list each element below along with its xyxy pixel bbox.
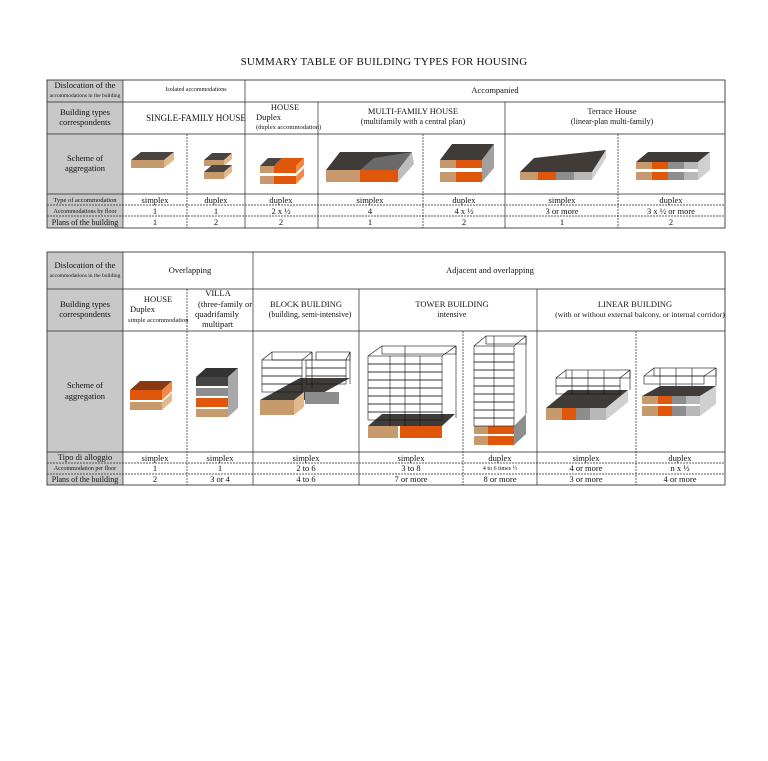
t1-single-family-label: SINGLE-FAMILY HOUSE [146, 113, 246, 123]
t1-floor-cell: 1 [152, 206, 158, 216]
t2-floor-cell: 4 or more [569, 463, 603, 473]
t1-types-label-2: correspondents [59, 117, 111, 127]
t1-scheme-terrace-duplex [636, 152, 710, 180]
t2-house-duplex: Duplex [130, 304, 156, 314]
t1-floor-cell: 3 x ½ or more [647, 206, 695, 216]
t1-type-cell: duplex [452, 195, 476, 205]
t2-types-label: Building types [60, 299, 110, 309]
t1-scheme-single-simplex [131, 152, 174, 168]
t2-house-sub: simple accommodation [128, 317, 189, 324]
t2-floor-cell: 1 [217, 463, 223, 473]
t2-plans-cell: 8 or more [483, 474, 517, 484]
t1-house-label: HOUSE [270, 102, 300, 112]
t2-floor-cell: 3 to 8 [401, 463, 421, 473]
t2-type-cell: duplex [488, 453, 512, 463]
t1-plans-cell: 1 [152, 217, 158, 227]
t2-scheme-tower-simplex [368, 346, 456, 438]
t1-type-cell: duplex [204, 195, 228, 205]
t2-floor-cell: 2 to 6 [296, 463, 316, 473]
t1-terrace-sub: (linear-plan multi-family) [570, 117, 654, 126]
t1-types-label: Building types [60, 107, 110, 117]
t2-villa-sub-3: multipart [202, 319, 234, 329]
t1-scheme-terrace-simplex [520, 150, 606, 180]
t2-scheme-linear-simplex [546, 370, 630, 420]
t1-floor-cell: 1 [213, 206, 219, 216]
t1-dislocation-label: Dislocation of the [54, 80, 116, 90]
t2-types-label-2: correspondents [59, 309, 111, 319]
t1-plans-cell: 2 [278, 217, 284, 227]
t2-scheme-villa [196, 368, 238, 417]
t2-plans-label: Plans of the building [51, 475, 119, 484]
t2-floor-cell: 1 [152, 463, 158, 473]
t1-floor-cell: 3 or more [545, 206, 579, 216]
t2-type-cell: simplex [141, 453, 169, 463]
t2-type-cell: duplex [668, 453, 692, 463]
t1-accompanied-label: Accompanied [471, 85, 519, 95]
t1-plans-label: Plans of the building [51, 218, 119, 227]
t1-plans-cell: 2 [461, 217, 467, 227]
t1-type-label: Type of accommodation [53, 197, 117, 204]
t2-linear-sub: (with or without external balcony, or internal corridor) [555, 310, 725, 319]
t2-floor-cell: 4 to 6 times ½ [482, 466, 518, 472]
t1-scheme-multi-simplex [326, 152, 414, 182]
t2-linear-label: LINEAR BUILDING [597, 299, 673, 309]
t1-floor-label: Accommodations by floor [53, 209, 117, 215]
t2-plans-cell: 3 or more [569, 474, 603, 484]
t2-dislocation-sublabel: accommodations in the building [49, 273, 121, 279]
t1-terrace-label: Terrace House [587, 106, 637, 116]
t1-house-duplex: Duplex [256, 112, 282, 122]
t2-tower-label: TOWER BUILDING [415, 299, 489, 309]
t2-plans-cell: 7 or more [394, 474, 428, 484]
t1-floor-cell: 4 x ½ [454, 206, 474, 216]
t2-tower-sub: intensive [437, 310, 467, 319]
t1-scheme-house-duplex [260, 158, 304, 184]
t1-multi-family-label: MULTI-FAMILY HOUSE [367, 106, 459, 116]
t2-floor-cell: n x ½ [670, 463, 690, 473]
t2-scheme-house [130, 381, 172, 410]
t2-type-cell: simplex [572, 453, 600, 463]
t1-scheme-multi-duplex [440, 144, 494, 182]
t2-adjacent-label: Adjacent and overlapping [446, 265, 534, 275]
t2-scheme-label-2: aggregation [64, 391, 106, 401]
t2-house-label: HOUSE [143, 294, 173, 304]
t2-floor-label: Accommodation per floor [53, 466, 117, 472]
table-2 [47, 252, 725, 485]
t2-block-label: BLOCK BUILDING [269, 299, 343, 309]
t1-type-cell: simplex [141, 195, 169, 205]
t1-scheme-label: Scheme of [66, 153, 104, 163]
t2-scheme-label: Scheme of [66, 380, 104, 390]
t1-type-cell: duplex [659, 195, 683, 205]
t2-scheme-linear-duplex [642, 368, 716, 416]
t1-type-cell: duplex [269, 195, 293, 205]
table-1 [47, 80, 725, 228]
t1-scheme-label-2: aggregation [64, 163, 106, 173]
t2-plans-cell: 4 to 6 [296, 474, 316, 484]
t1-dislocation-sublabel: accommodations in the building [49, 93, 121, 99]
t1-multi-family-sub: (multifamily with a central plan) [360, 117, 466, 126]
t2-plans-cell: 3 or 4 [210, 474, 230, 484]
t1-floor-cell: 2 x ½ [271, 206, 291, 216]
t2-plans-cell: 2 [152, 474, 158, 484]
t2-scheme-tower-duplex [474, 336, 526, 445]
t1-isolated-label: Isolated accommodations [165, 87, 227, 93]
t2-type-label: Tipo di alloggio [57, 452, 113, 462]
t2-type-cell: simplex [292, 453, 320, 463]
t2-villa-label: VILLA [205, 288, 231, 298]
t1-floor-cell: 4 [367, 206, 373, 216]
t1-plans-cell: 1 [559, 217, 565, 227]
t1-scheme-single-duplex [204, 153, 232, 179]
t1-type-cell: simplex [548, 195, 576, 205]
page-title: SUMMARY TABLE OF BUILDING TYPES FOR HOUSING [240, 56, 528, 68]
t1-plans-cell: 2 [213, 217, 219, 227]
t2-villa-sub-1: (three-family or [198, 299, 253, 309]
t2-type-cell: simplex [206, 453, 234, 463]
t1-plans-cell: 2 [668, 217, 674, 227]
t1-plans-cell: 1 [367, 217, 373, 227]
t1-type-cell: simplex [356, 195, 384, 205]
t2-dislocation-label: Dislocation of the [54, 260, 116, 270]
t2-type-cell: simplex [397, 453, 425, 463]
t2-scheme-block [260, 352, 350, 415]
t1-house-sub: (duplex accommodation) [256, 124, 322, 131]
t2-plans-cell: 4 or more [663, 474, 697, 484]
t2-villa-sub-2: quadrifamily [195, 309, 239, 319]
t2-overlapping-label: Overlapping [168, 265, 212, 275]
t2-block-sub: (building, semi-intensive) [268, 310, 352, 319]
